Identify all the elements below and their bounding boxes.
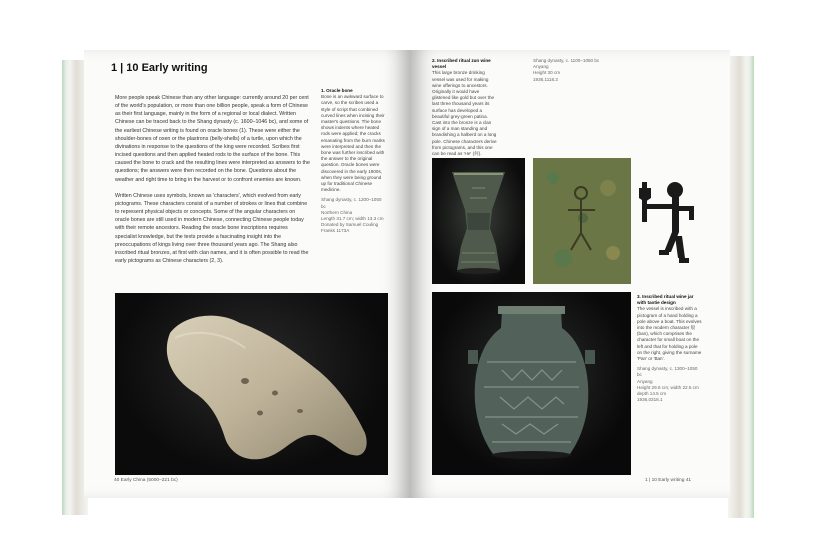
caption-meta-line: 1936,1118.3 xyxy=(533,76,558,82)
oracle-bone-image xyxy=(115,293,388,475)
caption-meta xyxy=(321,197,387,234)
caption-meta-line: Height 30 cm xyxy=(533,70,561,76)
caption-meta-line: Shang dynasty, c. 1100–1050 bc xyxy=(533,58,600,63)
caption-meta-line: Shang dynasty, c. 1300–1050 bc xyxy=(637,366,698,378)
wine-jar-image xyxy=(432,292,631,475)
caption-title: 3. Inscribed ritual wine jar with taotie design xyxy=(637,294,694,306)
caption-zun-vessel xyxy=(432,58,498,157)
caption-meta xyxy=(533,58,609,83)
caption-title: 2. Inscribed ritual zun wine vessel xyxy=(432,58,491,70)
caption-text: Bone is an awkward surface to carve, so the scribes used a style of script that combined curved lines when incising their master's questions. The bone shows indents where heated rods were applied; the cracks emanating from the burn marks were interpreted and then the bone was further inscribed with the answer to the original question. Oracle bones were discovered in the early 1900s, when they were being ground up for traditional Chinese medicine. xyxy=(321,94,385,193)
zun-vessel-image xyxy=(432,158,525,284)
caption-meta-line: Height 29.6 cm; width 22.5 cm xyxy=(637,384,699,390)
clan-sign-pictogram xyxy=(637,176,695,274)
chapter-heading: 1 | 10 Early writing xyxy=(111,62,208,74)
folio-left: 40 Early China (5000–221 bc) xyxy=(114,478,178,483)
caption-meta-line: Donated by Samuel Couling xyxy=(321,222,379,228)
zun-vessel-photo xyxy=(432,158,525,284)
caption-oracle-bone xyxy=(321,88,387,235)
book-right-edge xyxy=(728,56,754,518)
caption-meta-line: Length 31.7 cm; width 13.3 cm xyxy=(321,216,384,222)
body-paragraph: Written Chinese uses symbols, known as 'characters', which evolved from early pictograms. These characters consist of a number of strokes or lines that combine to represent physical objects or concepts. Some of the angular characters on oracle bones are still used in modern Chinese, connecting Chinese people today with their remote ancestors. Reading the oracle bone inscriptions requires specialist knowledge, but the texts provide a fascinating insight into the preoccupations of kings living over three thousand years ago. The Shang also inscribed ritual bronzes, at first with clan names, and it is often possible to read the early pictograms as Chinese characters (2, 3). xyxy=(115,192,309,264)
wine-jar-photo xyxy=(432,292,631,475)
caption-text: The vessel is inscribed with a pictogram of a hand holding a pole above a boat. This evolves into the modern character 般 (ban), which comprises the character for small boat on the left and that for holding a pole on the right, giving the surname 'Pan' or 'Ban'. xyxy=(637,306,702,362)
caption-text: This large bronze drinking vessel was used for making wine offerings to ancestors. Originally it would have glistened like gold but over the last three thousand years its surface has developed a beautiful grey-green patina. Cast into the bronze is a clan sign of a man standing and brandishing a halberd on a long pole. Chinese characters derive from pictograms, and this one can be read as 'He' (何). xyxy=(432,70,497,157)
body-text xyxy=(115,94,310,273)
caption-meta-line: Franks 1173A xyxy=(321,228,350,234)
clan-sign-icon xyxy=(637,176,695,274)
caption-meta-line: Shang dynasty, c. 1200–1050 bc xyxy=(321,197,382,209)
caption-meta-line: Anyang xyxy=(533,64,549,70)
caption-meta-line: depth 14.5 cm xyxy=(637,391,667,397)
inscription-closeup-photo xyxy=(533,158,631,284)
caption-meta-line: Northern China xyxy=(321,209,353,215)
caption-wine-jar xyxy=(637,294,703,403)
caption-zun-meta xyxy=(533,58,609,83)
caption-meta-line: 1936,0318.1 xyxy=(637,397,663,403)
oracle-bone-photo xyxy=(115,293,388,475)
inscription-closeup-image xyxy=(533,158,631,284)
caption-title: 1. Oracle bone xyxy=(321,88,353,93)
caption-meta xyxy=(637,366,703,403)
caption-meta-line: Anyang xyxy=(637,378,653,384)
body-paragraph: More people speak Chinese than any other language: currently around 20 per cent of the world's population, or more than one billion people, speak a form of Chinese as their first language, mainly in the form of a regional or local dialect. Written Chinese can be traced back to the Shang dynasty (c. 1600–1046 bc), and some of the earliest Chinese writing is found on oracle bones (1). These were either the shoulder-bones of oxen or the plastrons (belly-shells) of a turtle, upon which the divinations in response to the questions of the king were recorded. Scribes first incised questions and then applied heated rods to the surface of the bone. This caused the bone to crack and the resulting lines were interpreted as answers to the questions; the answers were then recorded on the bone. Questions about the weather and right time to bring in the harvest or to confront enemies are known. xyxy=(115,95,310,183)
folio-right: 1 | 10 Early writing 41 xyxy=(645,478,692,483)
